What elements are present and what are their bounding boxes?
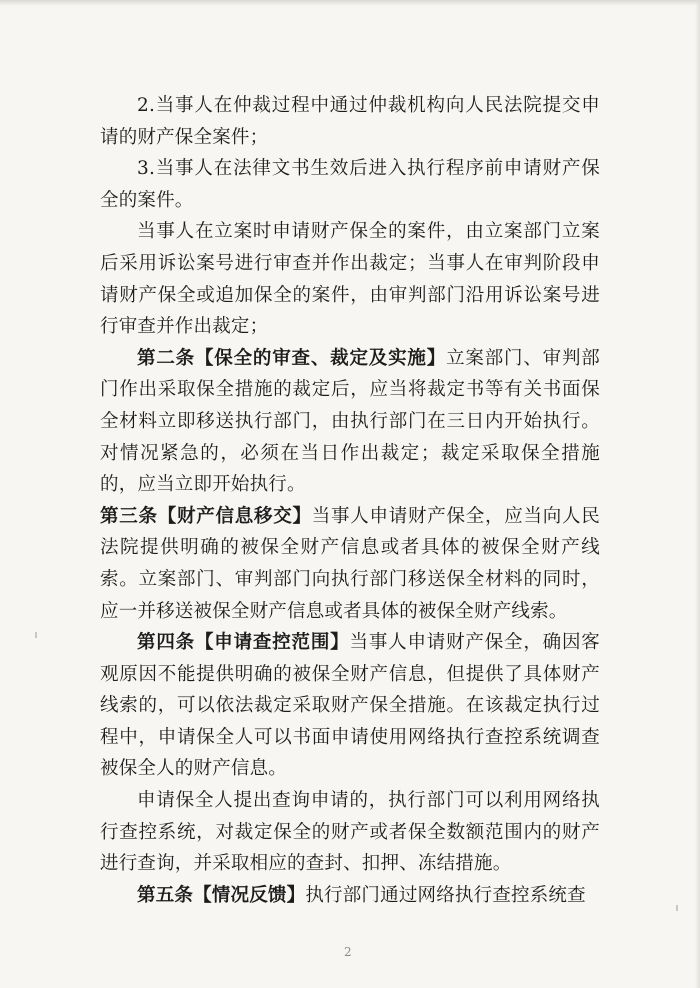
article-paragraph	[100, 501, 600, 627]
article-paragraph	[100, 880, 600, 912]
paragraph	[100, 90, 600, 153]
article-heading: 第五条【情况反馈】	[137, 884, 306, 906]
scan-speck	[676, 905, 678, 911]
paragraph-text: 执行部门通过网络执行查控系统查	[305, 884, 586, 906]
paragraph-text: 当事人在立案时申请财产保全的案件，由立案部门立案后采用诉讼案号进行审查并作出裁定；当事人在审判阶段申请财产保全或追加保全的案件，由审判部门沿用诉讼案号进行审查并作出裁定；	[100, 221, 600, 338]
scan-edge	[0, 0, 700, 6]
scan-edge	[695, 0, 700, 988]
paragraph-text: 立案部门、审判部门作出采取保全措施的裁定后，应当将裁定书等有关书面保全材料立即移送执行部门，由执行部门在三日内开始执行。对情况紧急的，必须在当日作出裁定；裁定采取保全措施的，应当立即开始执行。	[100, 347, 600, 496]
article-paragraph	[100, 343, 600, 501]
paragraph	[100, 785, 600, 880]
article-heading: 第三条【财产信息移交】	[100, 505, 312, 527]
document-body	[100, 90, 600, 911]
page-number: 2	[344, 945, 352, 959]
article-heading: 第四条【申请查控范围】	[137, 632, 350, 654]
paragraph-text: 当事人申请财产保全，确因客观原因不能提供明确的被保全财产信息，但提供了具体财产线索的，可以依法裁定采取财产保全措施。在该裁定执行过程中，申请保全人可以书面申请使用网络执行查控系统调查被保全人的财产信息。	[100, 632, 601, 780]
paragraph-text: 当事人申请财产保全，应当向人民法院提供明确的被保全财产信息或者具体的被保全财产线索。立案部门、审判部门向执行部门移送保全材料的同时，应一并移送被保全财产信息或者具体的被保全财产线索。	[100, 505, 600, 622]
scan-speck	[35, 632, 37, 638]
paragraph-text: 3.当事人在法律文书生效后进入执行程序前申请财产保全的案件。	[100, 158, 600, 211]
paragraph	[100, 153, 600, 216]
article-paragraph	[100, 627, 600, 785]
paragraph	[100, 216, 600, 342]
paragraph-text: 申请保全人提出查询申请的，执行部门可以利用网络执行查控系统，对裁定保全的财产或者保全数额范围内的财产进行查询，并采取相应的查封、扣押、冻结措施。	[100, 790, 600, 875]
paragraph-text: 2.当事人在仲裁过程中通过仲裁机构向人民法院提交申请的财产保全案件；	[100, 95, 600, 148]
article-heading: 第二条【保全的审查、裁定及实施】	[137, 347, 447, 369]
